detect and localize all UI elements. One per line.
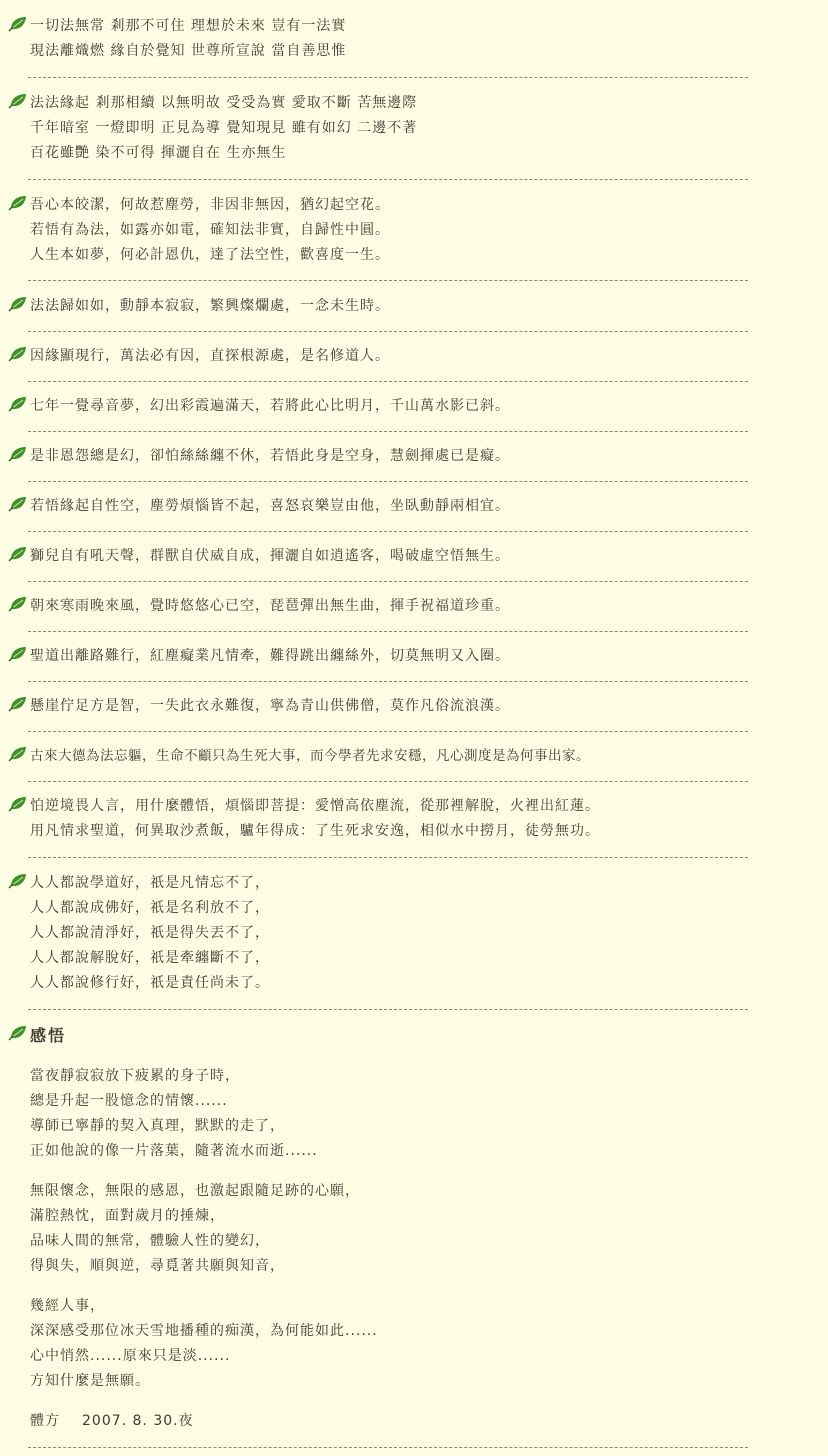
verse-line: 七年一覺尋音夢，幻出彩霞遍滿天，若將此心比明月，千山萬水影已斜。 <box>30 398 510 414</box>
verse-line: 人人都說學道好，祇是凡情忘不了， <box>30 875 270 891</box>
verse-block <box>8 14 768 64</box>
leaf-icon <box>8 746 28 762</box>
verse-block <box>8 644 768 669</box>
dashed-divider <box>28 77 748 78</box>
signature-date: 2007. 8. 30.夜 <box>82 1413 194 1429</box>
leaf-icon <box>8 1025 28 1041</box>
leaf-icon <box>8 195 28 211</box>
verse-block <box>8 294 768 319</box>
paragraph-line: 幾經人事， <box>30 1298 105 1314</box>
verse-line: 怕逆境畏人言，用什麼體悟，煩惱即菩提：愛憎高依塵流，從那裡解脫，火裡出紅蓮。 <box>30 798 600 814</box>
dashed-divider <box>28 781 748 782</box>
verse-block <box>8 694 768 719</box>
dashed-divider <box>28 731 748 732</box>
verse-line: 因緣顯現行，萬法必有因，直探根源處，是名修道人。 <box>30 348 390 364</box>
verse-block <box>8 394 768 419</box>
verse-block <box>8 871 768 996</box>
paragraph-line: 無限懷念，無限的感恩，也激起跟隨足跡的心願， <box>30 1183 360 1199</box>
verse-line: 朝來寒雨晚來風，覺時悠悠心已空，琵琶彈出無生曲，揮手祝福道珍重。 <box>30 598 510 614</box>
verse-line: 用凡情求聖道，何異取沙煮飯，驢年得成：了生死求安逸，相似水中撈月，徒勞無功。 <box>30 823 600 839</box>
paragraph-line: 總是升起一股憶念的情懷...... <box>30 1093 228 1109</box>
verse-line: 人人都說成佛好，祇是名利放不了， <box>30 900 270 916</box>
dashed-divider <box>28 1009 748 1010</box>
leaf-icon <box>8 873 28 889</box>
verse-line: 人人都說清淨好，祇是得失丟不了， <box>30 925 270 941</box>
verse-block <box>8 193 768 268</box>
reflection-paragraph <box>30 1294 750 1394</box>
dashed-divider <box>28 581 748 582</box>
leaf-icon <box>8 696 28 712</box>
leaf-icon <box>8 396 28 412</box>
verse-line: 法法歸如如，動靜本寂寂，繁興燦爛處，一念未生時。 <box>30 298 390 314</box>
leaf-icon <box>8 16 28 32</box>
dashed-divider <box>28 681 748 682</box>
signature-author: 體方 <box>30 1413 60 1429</box>
verse-line: 人人都說解脫好，祇是牽纏斷不了， <box>30 950 270 966</box>
verse-block <box>8 794 768 844</box>
paragraph-line: 正如他說的像一片落葉，隨著流水而逝...... <box>30 1143 318 1159</box>
verse-block <box>8 494 768 519</box>
verse-line: 千年暗室 一燈即明 正見為導 覺知現見 雖有如幻 二邊不著 <box>30 120 418 136</box>
paragraph-line: 心中悄然......原來只是淡...... <box>30 1348 231 1364</box>
verse-line: 獅兒自有吼天聲，群獸自伏威自成，揮灑自如逍遙客，喝破虛空悟無生。 <box>30 548 510 564</box>
verse-block <box>8 91 768 166</box>
paragraph-line: 導師已寧靜的契入真理，默默的走了， <box>30 1118 285 1134</box>
dashed-divider <box>28 431 748 432</box>
dashed-divider <box>28 631 748 632</box>
leaf-icon <box>8 596 28 612</box>
signature <box>30 1409 750 1434</box>
leaf-icon <box>8 446 28 462</box>
verse-line: 人生本如夢，何必計恩仇，達了法空性，歡喜度一生。 <box>30 247 390 263</box>
paragraph-line: 深深感受那位冰天雪地播種的痴漢，為何能如此...... <box>30 1323 378 1339</box>
section-title: 感悟 <box>30 1026 67 1045</box>
dashed-divider <box>28 280 748 281</box>
verse-block <box>8 344 768 369</box>
verse-line: 法法緣起 剎那相續 以無明故 受受為實 愛取不斷 苦無邊際 <box>30 95 418 111</box>
verse-block <box>8 444 768 469</box>
verse-block <box>8 594 768 619</box>
verse-line: 若悟緣起自性空，塵勞煩惱皆不起，喜怒哀樂豈由他，坐臥動靜兩相宜。 <box>30 498 510 514</box>
dashed-divider <box>28 857 748 858</box>
verse-line: 人人都說修行好，祇是責任尚未了。 <box>30 975 270 991</box>
paragraph-line: 方知什麼是無願。 <box>30 1373 150 1389</box>
verse-line: 若悟有為法，如露亦如電，確知法非實，自歸性中圓。 <box>30 222 390 238</box>
dashed-divider <box>28 531 748 532</box>
verse-line: 懸崖佇足方是智，一失此衣永難復，寧為青山供佛僧，莫作凡俗流浪漢。 <box>30 698 510 714</box>
verse-line: 吾心本皎潔，何故惹塵勞，非因非無因，猶幻起空花。 <box>30 197 390 213</box>
reflection-paragraph <box>30 1179 750 1279</box>
verse-line: 古來大德為法忘軀，生命不顧只為生死大事，而今學者先求安穩，凡心測度是為何事出家。 <box>30 748 590 764</box>
verse-block <box>8 744 768 769</box>
paragraph-line: 滿腔熱忱，面對歲月的捶煉， <box>30 1208 225 1224</box>
verse-line: 聖道出離路難行，紅塵癡業凡情牽，難得跳出纏絲外，切莫無明又入圈。 <box>30 648 510 664</box>
leaf-icon <box>8 296 28 312</box>
dashed-divider <box>28 481 748 482</box>
dashed-divider <box>28 331 748 332</box>
paragraph-line: 當夜靜寂寂放下疲累的身子時， <box>30 1068 240 1084</box>
verse-line: 百花雖艷 染不可得 揮灑自在 生亦無生 <box>30 145 287 161</box>
paragraph-line: 得與失，順與逆，尋覓著共願與知音， <box>30 1258 285 1274</box>
leaf-icon <box>8 346 28 362</box>
paragraph-line: 品味人間的無常，體驗人性的變幻， <box>30 1233 270 1249</box>
leaf-icon <box>8 546 28 562</box>
verse-block <box>8 544 768 569</box>
leaf-icon <box>8 496 28 512</box>
reflection-paragraph <box>30 1064 750 1164</box>
reflection-heading-block <box>8 1023 768 1048</box>
leaf-icon <box>8 646 28 662</box>
dashed-divider <box>28 381 748 382</box>
dashed-divider <box>28 179 748 180</box>
verse-line: 是非恩怨總是幻，卻怕絲絲纏不休，若悟此身是空身，慧劍揮處已是癡。 <box>30 448 510 464</box>
dashed-divider <box>28 1447 748 1448</box>
leaf-icon <box>8 93 28 109</box>
leaf-icon <box>8 796 28 812</box>
verse-line: 現法離熾燃 緣自於覺知 世尊所宣說 當自善思惟 <box>30 43 347 59</box>
verse-line: 一切法無常 剎那不可住 理想於未來 豈有一法實 <box>30 18 347 34</box>
